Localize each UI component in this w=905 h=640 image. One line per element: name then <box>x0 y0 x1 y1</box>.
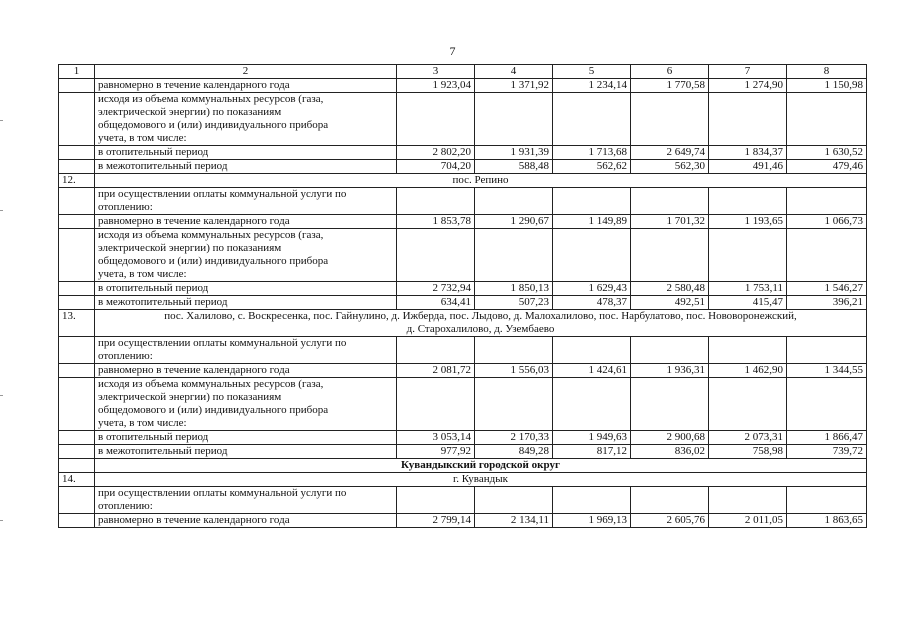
empty-value-cell <box>709 188 787 215</box>
tariff-value: 836,02 <box>631 445 709 459</box>
row-label: равномерно в течение календарного года <box>95 79 397 93</box>
empty-value-cell <box>709 229 787 282</box>
tariff-value: 1 274,90 <box>709 79 787 93</box>
row-number-cell <box>59 215 95 229</box>
tariff-value: 2 170,33 <box>475 431 553 445</box>
table-row <box>59 514 867 528</box>
empty-value-cell <box>709 487 787 514</box>
tariff-value: 588,48 <box>475 160 553 174</box>
empty-value-cell <box>709 378 787 431</box>
tariff-value: 1 866,47 <box>787 431 867 445</box>
column-number: 3 <box>397 65 475 79</box>
column-number: 2 <box>95 65 397 79</box>
empty-value-cell <box>553 337 631 364</box>
row-number-cell <box>59 337 95 364</box>
empty-value-cell <box>631 378 709 431</box>
tariff-value: 1 770,58 <box>631 79 709 93</box>
tariff-value: 1 969,13 <box>553 514 631 528</box>
tariff-value: 817,12 <box>553 445 631 459</box>
empty-value-cell <box>553 378 631 431</box>
tariff-value: 396,21 <box>787 296 867 310</box>
cell-line: учета, в том числе: <box>98 417 187 429</box>
row-number-cell <box>59 431 95 445</box>
column-number: 4 <box>475 65 553 79</box>
tariff-value: 2 732,94 <box>397 282 475 296</box>
tariff-value: 1 556,03 <box>475 364 553 378</box>
cell-line: отоплению: <box>98 201 153 213</box>
tariff-value: 478,37 <box>553 296 631 310</box>
tariff-value: 1 629,43 <box>553 282 631 296</box>
row-number-cell <box>59 160 95 174</box>
table-row <box>59 431 867 445</box>
cell-line: общедомового и (или) индивидуального прибора <box>98 404 329 416</box>
cell-line: исходя из объема коммунальных ресурсов (газа, <box>98 93 324 105</box>
empty-value-cell <box>631 337 709 364</box>
table-row <box>59 79 867 93</box>
table-row <box>59 215 867 229</box>
empty-value-cell <box>397 93 475 146</box>
table-row <box>59 337 867 364</box>
tariff-value: 2 900,68 <box>631 431 709 445</box>
empty-value-cell <box>397 378 475 431</box>
tariff-value: 758,98 <box>709 445 787 459</box>
tariff-value: 1 066,73 <box>787 215 867 229</box>
tariff-value: 1 923,04 <box>397 79 475 93</box>
empty-value-cell <box>475 487 553 514</box>
cell-line: общедомового и (или) индивидуального прибора <box>98 255 329 267</box>
empty-value-cell <box>709 93 787 146</box>
cell-line: при осуществлении оплаты коммунальной услуги по <box>98 487 347 499</box>
row-number-cell <box>59 146 95 160</box>
tariff-value: 634,41 <box>397 296 475 310</box>
header-row <box>59 65 867 79</box>
table-row <box>59 487 867 514</box>
section-title <box>95 473 867 487</box>
tariff-value: 1 630,52 <box>787 146 867 160</box>
row-number-cell <box>59 364 95 378</box>
table-row <box>59 364 867 378</box>
tariff-value: 1 713,68 <box>553 146 631 160</box>
cell-line: пос. Халилово, с. Воскресенка, пос. Гайнулино, д. Ижберда, пос. Лыдово, д. Малохалилово, пос. Нарбулатово, пос. Нововоронежский, <box>164 310 797 322</box>
cell-line: электрической энергии) по показаниям <box>98 106 282 118</box>
cell-line: учета, в том числе: <box>98 132 187 144</box>
empty-value-cell <box>397 487 475 514</box>
cell-line: отоплению: <box>98 500 153 512</box>
tariff-value: 1 193,65 <box>709 215 787 229</box>
empty-value-cell <box>553 93 631 146</box>
tariff-value: 2 134,11 <box>475 514 553 528</box>
column-number: 8 <box>787 65 867 79</box>
column-number: 7 <box>709 65 787 79</box>
tariff-value: 1 850,13 <box>475 282 553 296</box>
cell-line: общедомового и (или) индивидуального прибора <box>98 119 329 131</box>
tariff-value: 704,20 <box>397 160 475 174</box>
section-title <box>95 174 867 188</box>
tariff-value: 415,47 <box>709 296 787 310</box>
table-row <box>59 93 867 146</box>
row-label: равномерно в течение календарного года <box>95 514 397 528</box>
empty-value-cell <box>553 487 631 514</box>
cell-line: исходя из объема коммунальных ресурсов (газа, <box>98 378 324 390</box>
cell-line: отоплению: <box>98 350 153 362</box>
tariff-value: 1 234,14 <box>553 79 631 93</box>
margin-mark <box>0 120 3 121</box>
row-number-cell <box>59 445 95 459</box>
tariff-value: 1 931,39 <box>475 146 553 160</box>
section-title <box>95 310 867 337</box>
row-label: в межотопительный период <box>95 296 397 310</box>
section-number: 12. <box>59 174 95 188</box>
section-number: 14. <box>59 473 95 487</box>
cell-line: Кувандыкский городской округ <box>401 459 560 471</box>
empty-value-cell <box>475 93 553 146</box>
tariff-value: 3 053,14 <box>397 431 475 445</box>
row-number-cell <box>59 514 95 528</box>
tariff-value: 562,30 <box>631 160 709 174</box>
row-description <box>95 378 397 431</box>
section-number: 13. <box>59 310 95 337</box>
empty-value-cell <box>475 188 553 215</box>
row-label: в межотопительный период <box>95 160 397 174</box>
table-row <box>59 146 867 160</box>
empty-value-cell <box>397 337 475 364</box>
tariff-value: 2 802,20 <box>397 146 475 160</box>
tariff-value: 1 863,65 <box>787 514 867 528</box>
empty-value-cell <box>787 188 867 215</box>
table-row <box>59 296 867 310</box>
tariff-value: 2 011,05 <box>709 514 787 528</box>
tariff-value: 1 834,37 <box>709 146 787 160</box>
tariff-value: 1 949,63 <box>553 431 631 445</box>
tariff-value: 491,46 <box>709 160 787 174</box>
empty-value-cell <box>787 337 867 364</box>
tariff-value: 2 605,76 <box>631 514 709 528</box>
row-description <box>95 337 397 364</box>
tariff-value: 2 580,48 <box>631 282 709 296</box>
row-number-cell <box>59 296 95 310</box>
tariff-value: 1 853,78 <box>397 215 475 229</box>
district-heading <box>95 459 867 473</box>
margin-mark <box>0 210 3 211</box>
empty-value-cell <box>631 188 709 215</box>
empty-value-cell <box>787 93 867 146</box>
column-number: 6 <box>631 65 709 79</box>
margin-mark <box>0 520 3 521</box>
tariff-value: 739,72 <box>787 445 867 459</box>
tariff-value: 2 081,72 <box>397 364 475 378</box>
empty-value-cell <box>475 337 553 364</box>
table-row <box>59 282 867 296</box>
row-number-cell <box>59 79 95 93</box>
tariff-value: 1 149,89 <box>553 215 631 229</box>
row-label: в отопительный период <box>95 146 397 160</box>
row-number-cell <box>59 459 95 473</box>
tariff-value: 1 701,32 <box>631 215 709 229</box>
row-number-cell <box>59 282 95 296</box>
empty-value-cell <box>787 378 867 431</box>
cell-line: учета, в том числе: <box>98 268 187 280</box>
section-row <box>59 310 867 337</box>
row-number-cell <box>59 93 95 146</box>
tariff-value: 1 546,27 <box>787 282 867 296</box>
tariff-value: 1 150,98 <box>787 79 867 93</box>
empty-value-cell <box>553 188 631 215</box>
row-number-cell <box>59 188 95 215</box>
row-description <box>95 229 397 282</box>
table-body <box>59 65 867 528</box>
empty-value-cell <box>397 229 475 282</box>
row-description <box>95 487 397 514</box>
cell-line: электрической энергии) по показаниям <box>98 242 282 254</box>
empty-value-cell <box>553 229 631 282</box>
tariff-value: 562,62 <box>553 160 631 174</box>
column-number: 1 <box>59 65 95 79</box>
tariff-value: 2 799,14 <box>397 514 475 528</box>
table-row <box>59 378 867 431</box>
empty-value-cell <box>787 229 867 282</box>
cell-line: г. Кувандык <box>453 473 508 485</box>
section-row <box>59 174 867 188</box>
tariff-value: 1 462,90 <box>709 364 787 378</box>
tariff-value: 1 936,31 <box>631 364 709 378</box>
cell-line: исходя из объема коммунальных ресурсов (газа, <box>98 229 324 241</box>
tariff-value: 849,28 <box>475 445 553 459</box>
row-number-cell <box>59 487 95 514</box>
tariff-value: 507,23 <box>475 296 553 310</box>
section-row <box>59 473 867 487</box>
tariff-value: 492,51 <box>631 296 709 310</box>
tariff-value: 1 344,55 <box>787 364 867 378</box>
table-row <box>59 445 867 459</box>
row-label: равномерно в течение календарного года <box>95 364 397 378</box>
cell-line: при осуществлении оплаты коммунальной услуги по <box>98 337 347 349</box>
row-description <box>95 93 397 146</box>
empty-value-cell <box>397 188 475 215</box>
margin-mark <box>0 395 3 396</box>
row-number-cell <box>59 378 95 431</box>
tariff-value: 1 753,11 <box>709 282 787 296</box>
row-number-cell <box>59 229 95 282</box>
tariff-value: 1 371,92 <box>475 79 553 93</box>
tariff-value: 1 290,67 <box>475 215 553 229</box>
row-label: в отопительный период <box>95 431 397 445</box>
tariff-value: 977,92 <box>397 445 475 459</box>
page-number: 7 <box>449 44 456 58</box>
row-label: в межотопительный период <box>95 445 397 459</box>
cell-line: электрической энергии) по показаниям <box>98 391 282 403</box>
empty-value-cell <box>631 229 709 282</box>
empty-value-cell <box>475 229 553 282</box>
cell-line: пос. Репино <box>452 174 509 186</box>
empty-value-cell <box>787 487 867 514</box>
row-label: в отопительный период <box>95 282 397 296</box>
empty-value-cell <box>631 487 709 514</box>
row-description <box>95 188 397 215</box>
tariff-value: 2 649,74 <box>631 146 709 160</box>
empty-value-cell <box>709 337 787 364</box>
tariff-table <box>58 64 867 528</box>
tariff-value: 479,46 <box>787 160 867 174</box>
table-row <box>59 160 867 174</box>
table-row <box>59 229 867 282</box>
district-heading-row <box>59 459 867 473</box>
empty-value-cell <box>631 93 709 146</box>
cell-line: при осуществлении оплаты коммунальной услуги по <box>98 188 347 200</box>
tariff-value: 1 424,61 <box>553 364 631 378</box>
table-row <box>59 188 867 215</box>
row-label: равномерно в течение календарного года <box>95 215 397 229</box>
column-number: 5 <box>553 65 631 79</box>
tariff-value: 2 073,31 <box>709 431 787 445</box>
cell-line: д. Старохалилово, д. Узембаево <box>406 323 555 335</box>
empty-value-cell <box>475 378 553 431</box>
